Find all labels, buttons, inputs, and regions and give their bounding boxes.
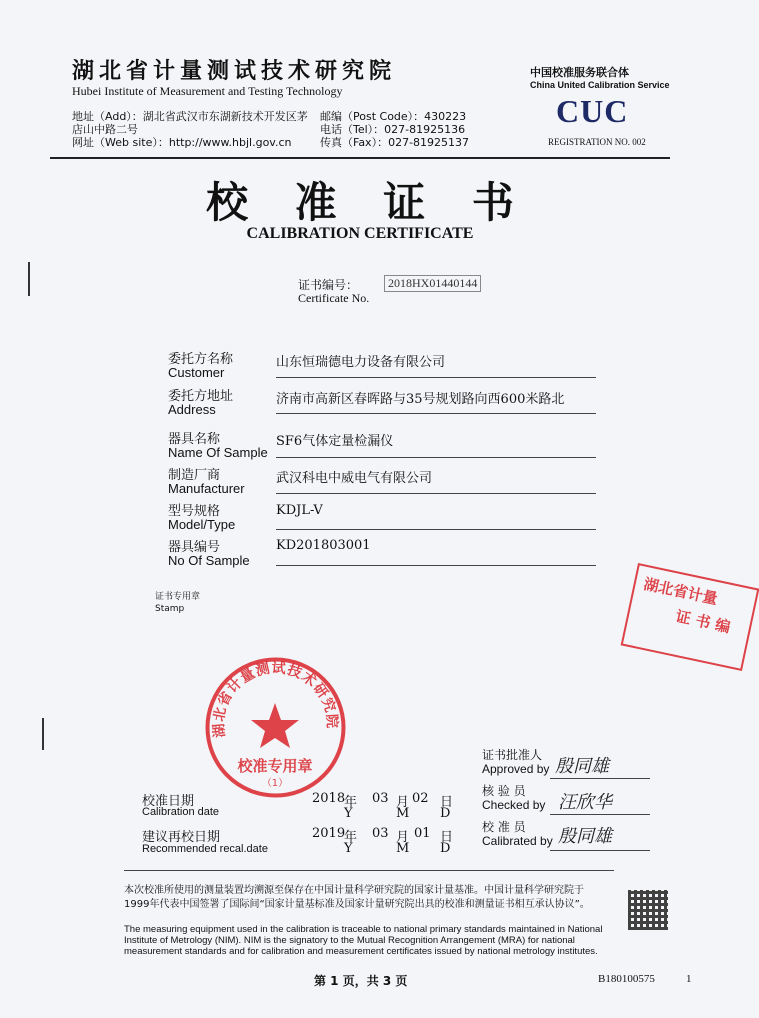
field-label-cn: 器具编号 xyxy=(168,540,221,555)
document-id-suffix: 1 xyxy=(686,973,692,985)
recal-month: 03 xyxy=(372,826,389,841)
address-line-2: 店山中路二号 xyxy=(72,123,138,136)
signature-label-en: Checked by xyxy=(482,798,546,812)
certificate-number-label-cn: 证书编号： xyxy=(298,278,359,292)
month-unit-cn: 月 xyxy=(396,795,410,810)
day-unit-en: D xyxy=(440,841,451,856)
cuc-name-cn: 中国校准服务联合体 xyxy=(530,66,629,79)
website: 网址（Web site）：http://www.hbjl.gov.cn xyxy=(72,136,292,149)
field-underline xyxy=(276,377,596,378)
calibration-month: 03 xyxy=(372,791,389,806)
stamp-label-cn: 证书专用章 xyxy=(155,592,201,602)
calibration-seal xyxy=(203,655,348,800)
svg-text:校准专用章: 校准专用章 xyxy=(237,757,313,775)
signature-line xyxy=(550,778,650,779)
fax: 传真（Fax）：027-81925137 xyxy=(320,136,470,149)
field-label-en: Model/Type xyxy=(168,517,236,532)
signature-label-en: Approved by xyxy=(482,762,550,776)
certificate-number: 2018HX01440144 xyxy=(384,275,481,292)
field-underline xyxy=(276,413,596,414)
field-underline xyxy=(276,493,596,494)
field-value: SF6气体定量检漏仪 xyxy=(276,434,394,449)
recal-year: 2019 xyxy=(312,826,346,841)
signature: 汪欣华 xyxy=(558,792,612,813)
signature: 殷同雄 xyxy=(555,756,609,777)
month-unit-en: M xyxy=(396,806,410,821)
corner-stamp-line2: 证 书 编 xyxy=(674,607,733,637)
document-id: B180100575 xyxy=(598,973,655,985)
title-cn: 校 准 证 书 xyxy=(206,178,530,227)
field-value: 武汉科电中威电气有限公司 xyxy=(276,471,433,486)
traceability-note-en: The measuring equipment used in the calibration is traceable to national primary standards maintained in National Institute of Metrology (NIM). NIM is the signatory to the Mutual Recognition Arrangement (MRA) for national measurement standards and for calibration and measurement certificates issued by national metrology institutes. xyxy=(124,924,603,957)
field-label-cn: 制造厂商 xyxy=(168,468,221,483)
recal-date-label-en: Recommended recal.date xyxy=(142,843,268,855)
recal-date-label-cn: 建议再校日期 xyxy=(142,830,221,845)
corner-stamp xyxy=(621,563,759,671)
signature-label-cn: 校 准 员 xyxy=(482,820,526,834)
field-value: 山东恒瑞德电力设备有限公司 xyxy=(276,355,446,370)
calibration-date-label-en: Calibration date xyxy=(142,806,220,818)
year-unit-cn: 年 xyxy=(344,795,358,810)
year-unit-en: Y xyxy=(344,806,353,821)
signature-line xyxy=(550,814,650,815)
signature-line xyxy=(550,850,650,851)
institute-name-cn: 湖北省计量测试技术研究院 xyxy=(72,59,397,84)
calibration-year: 2018 xyxy=(312,791,346,806)
field-label-en: No Of Sample xyxy=(168,553,250,568)
field-label-cn: 器具名称 xyxy=(168,432,221,447)
day-unit-cn: 日 xyxy=(440,795,454,810)
svg-text:湖北省计量测试技术研究院: 湖北省计量测试技术研究院 xyxy=(211,660,340,739)
month-unit-en: M xyxy=(396,841,410,856)
telephone: 电话（Tel）：027-81925136 xyxy=(320,123,466,136)
field-value: KDJL-V xyxy=(276,503,323,518)
calibration-date-label-cn: 校准日期 xyxy=(142,794,195,809)
certificate-number-label-en: Certificate No. xyxy=(298,291,370,305)
year-unit-en: Y xyxy=(344,841,353,856)
scan-mark xyxy=(42,718,44,750)
field-label-en: Manufacturer xyxy=(168,481,245,496)
header-divider xyxy=(50,157,670,159)
field-underline xyxy=(276,565,596,566)
postcode: 邮编（Post Code）：430223 xyxy=(320,110,467,123)
cuc-name-en: China United Calibration Service xyxy=(530,80,670,90)
field-underline xyxy=(276,457,596,458)
field-label-cn: 委托方名称 xyxy=(168,352,234,367)
field-label-en: Customer xyxy=(168,365,225,380)
field-label-cn: 型号规格 xyxy=(168,504,221,519)
qr-code-icon xyxy=(628,890,668,930)
recal-day: 01 xyxy=(414,826,431,841)
field-label-en: Address xyxy=(168,402,216,417)
signature-label-cn: 证书批准人 xyxy=(482,748,543,762)
cuc-logo: CUC xyxy=(556,93,629,129)
field-label-cn: 委托方地址 xyxy=(168,389,234,404)
scan-mark xyxy=(28,262,30,296)
stamp-label-en: Stamp xyxy=(155,604,185,614)
cuc-registration: REGISTRATION NO. 002 xyxy=(548,137,646,147)
signature: 殷同雄 xyxy=(558,826,612,847)
notes-divider xyxy=(124,870,614,871)
signature-label-cn: 核 验 员 xyxy=(482,784,526,798)
year-unit-cn: 年 xyxy=(344,830,358,845)
field-label-en: Name Of Sample xyxy=(168,445,268,460)
page-number: 第 1 页，共 3 页 xyxy=(314,974,408,988)
calibration-day: 02 xyxy=(412,791,429,806)
day-unit-cn: 日 xyxy=(440,830,454,845)
traceability-note-cn: 本次校准所使用的测量装置均溯源至保存在中国计量科学研究院的国家计量基准。中国计量科学研究院于1999年代表中国签署了国际间“国家计量基标准及国家计量研究院出具的校准和测量证书相互承认协议”。 xyxy=(124,885,590,910)
signature-label-en: Calibrated by xyxy=(482,834,553,848)
field-value: 济南市高新区春晖路与35号规划路向西600米路北 xyxy=(276,392,565,407)
institute-name-en: Hubei Institute of Measurement and Testing Technology xyxy=(72,84,343,98)
address-line-1: 地址（Add）：湖北省武汉市东湖新技术开发区茅 xyxy=(72,110,308,123)
day-unit-en: D xyxy=(440,806,451,821)
svg-text:（1）: （1） xyxy=(261,778,289,789)
field-value: KD201803001 xyxy=(276,538,371,553)
title-en: CALIBRATION CERTIFICATE xyxy=(246,225,474,242)
field-underline xyxy=(276,529,596,530)
month-unit-cn: 月 xyxy=(396,830,410,845)
corner-stamp-line1: 湖北省计量 xyxy=(642,574,720,609)
